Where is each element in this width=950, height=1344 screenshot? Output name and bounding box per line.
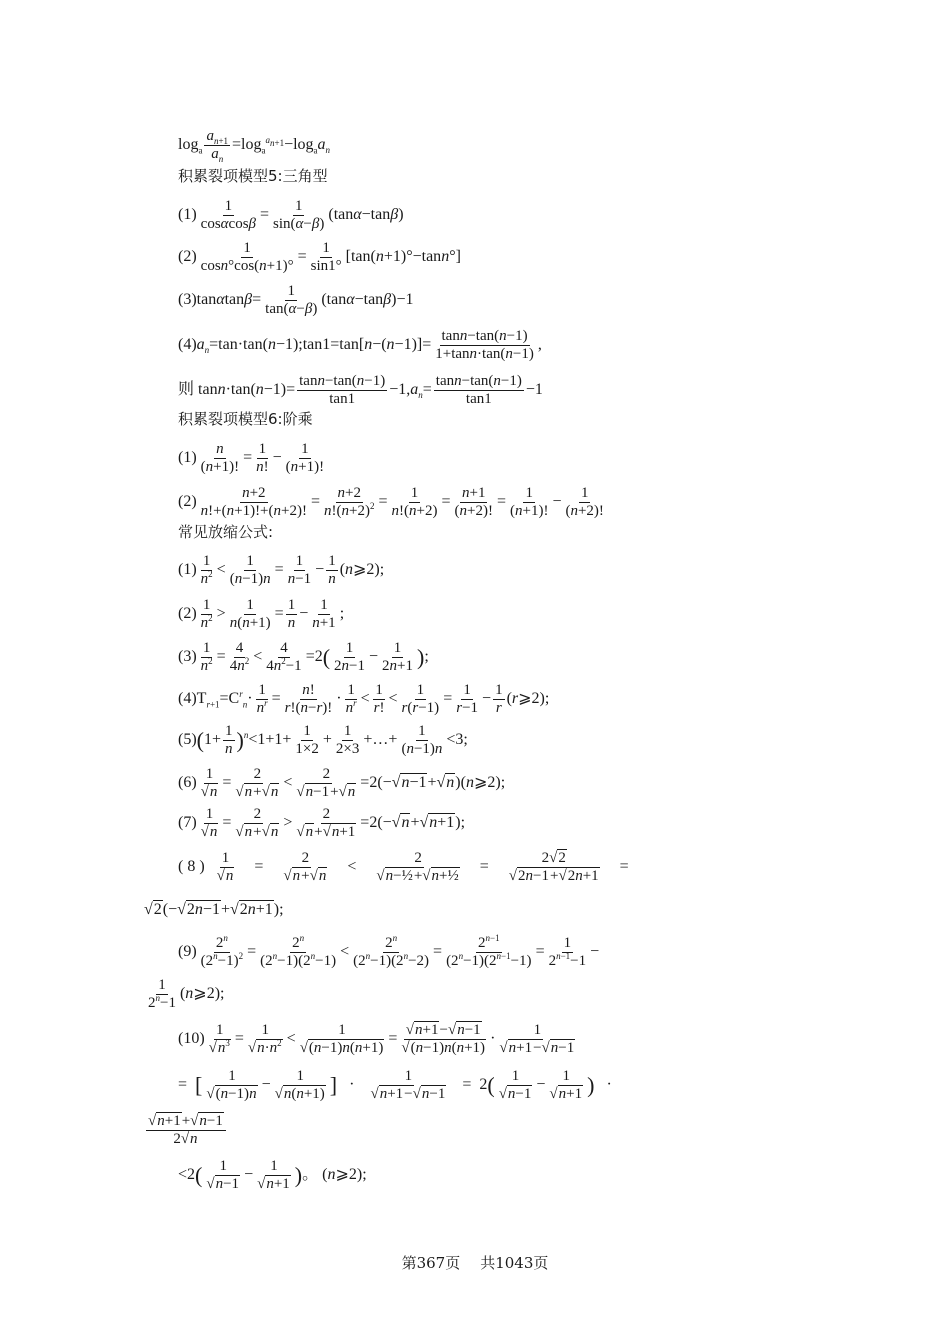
- formula-scale-2: (2) $\frac{1}{n^2}$ > $\frac{1}{n(n+1)}$ = $\frac{1}{n}$ − $\frac{1}{n+1}$ ;: [178, 597, 345, 631]
- formula-scale-9: (9) $\frac{2^n}{(2^n-1)^2}$ = $\frac{2^n}{(2^n-1)(2^n-1)}$ < $\frac{2^n}{(2^n-1)(2^n-2)}$ = $\frac{2^{n-1}}{(2^n-1)(2^{n-1}-1)}$ = $\frac{1}{2^{n-1}-1}$ −: [178, 933, 600, 969]
- formula-scale-8: ( 8 ) $\frac{1}{√n}$ = $\frac{2}{√n+√n}$ < $\frac{2}{\text{√n−½+√n+½}}$ = $\frac{2√2}{√2n-1+√2n+1}$ =: [178, 850, 629, 884]
- page-total: 共1043页: [480, 1254, 549, 1272]
- formula-fact-2: (2) $\frac{n+2}{n!+(n+1)!+(n+2)!}$ = $\frac{n+2}{n!(n+2)^2}$ = $\frac{1}{n!(n+2)}$ = $\frac{n+1}{(n+2)!}$ = $\frac{1}{(n+1)!}$ − $\frac{1}{(n+2)!}$: [178, 485, 604, 519]
- formula-scale-9-cont: $\frac{1}{2^n-1}$ (n⩾2);: [148, 977, 225, 1011]
- formula-scale-10-line2: = [ $\frac{1}{√(n-1)n}$ − $\frac{1}{√n(n+1)}$ ] · $\frac{1}{√n+1-√n-1}$ = 2( $\frac{1}{√n-1}$ − $\frac{1}{√n+1}$ ) ·: [178, 1068, 612, 1102]
- formula-scale-7: (7) $\frac{1}{√n}$ = $\frac{2}{√n+√n}$ > $\frac{2}{√n+√n+1}$ =2(−√n+√n+1);: [178, 806, 466, 840]
- formula-scale-1: (1) $\frac{1}{n^2}$ < $\frac{1}{(n-1)n}$ = $\frac{1}{n-1}$ − $\frac{1}{n}$ (n⩾2);: [178, 553, 385, 587]
- formula-log: $\log_a$ $\frac{a_{n+1}}{a_n}$ $=\log_a^{a_{n+1}}-\log_aa_n$: [178, 128, 331, 164]
- formula-trig-4: $(4)a_n=\tan\cdot\tan(n-1);\tan 1=\tan[n-(n-1)]=$ $\frac{\tan n-\tan(n-1)}{1+\tan n\cdot\tan(n-1)}$ ,: [178, 328, 542, 362]
- formula-trig-5: 则 tann·tan(n−1)= $\frac{\tan n-\tan(n-1)}{\tan 1}$ $-1,a_n=$ $\frac{\tan n-\tan(n-1)}{\tan 1}$ −1: [178, 373, 543, 407]
- formula-scale-6: (6) $\frac{1}{√n}$ = $\frac{2}{√n+√n}$ < $\frac{2}{√n-1+√n}$ =2(−√n−1+√n)(n⩾2);: [178, 766, 506, 800]
- formula-scale-10-line4: <2( $\frac{1}{√n-1}$ − $\frac{1}{√n+1}$ )。 (n⩾2);: [178, 1158, 367, 1192]
- formula-trig-2: (2) $\frac{1}{\cos n^\circ\cos(n+1)^\circ}$ = $\frac{1}{\sin 1^\circ}$ [tan(n+1)°−tann°]: [178, 240, 461, 274]
- formula-scale-10-line3: $\frac{√n+1+√n-1}{2√n}$: [144, 1113, 228, 1148]
- page-footer: [0, 1252, 950, 1273]
- formula-trig-3: (3)tanαtanβ= $\frac{1}{\tan(\alpha-\beta)}$ (tanα−tanβ)−1: [178, 283, 414, 317]
- formula-scale-5: (5)(1+ $\frac{1}{n}$ )$^n$<1+1+ $\frac{1}{1\times 2}$ + $\frac{1}{2\times 3}$ +…+ $\frac{1}{(n-1)n}$ <3;: [178, 723, 468, 757]
- heading-scaling: 常见放缩公式:: [178, 523, 274, 541]
- formula-fact-1: (1) $\frac{n}{(n+1)!}$ = $\frac{1}{n!}$ − $\frac{1}{(n+1)!}$: [178, 441, 325, 475]
- formula-trig-1: (1) $\frac{1}{\cos\alpha\cos\beta}$ = $\frac{1}{\sin(\alpha-\beta)}$ (tanα−tanβ): [178, 198, 404, 232]
- formula-scale-4: $(4)T_{r+1}=C^r_n\cdot$ $\frac{1}{n^r}$ = $\frac{n!}{r!(n-r)!}$ · $\frac{1}{n^r}$ < $\frac{1}{r!}$ < $\frac{1}{r(r-1)}$ = $\frac{1}{r-1}$ − $\frac{1}{r}$ (r⩾2);: [178, 682, 550, 716]
- formula-scale-8-cont: √2(−√2n−1+√2n+1);: [144, 901, 284, 918]
- text-ze: 则: [178, 381, 195, 399]
- heading-factorial-model: 积累裂项模型6:阶乘: [178, 410, 313, 428]
- page-number: 第367页: [401, 1254, 461, 1272]
- formula-scale-3: (3) $\frac{1}{n^2}$ = $\frac{4}{4n^2}$ < $\frac{4}{4n^2-1}$ =2( $\frac{1}{2n-1}$ − $\frac{1}{2n+1}$ );: [178, 640, 429, 674]
- heading-trig-model: 积累裂项模型5:三角型: [178, 167, 328, 185]
- formula-scale-10: (10) $\frac{1}{√n^3}$ = $\frac{1}{√n\cdot n^2}$ < $\frac{1}{√(n-1)n(n+1)}$ = $\frac{√n+1-√n-1}{√(n-1)n(n+1)}$ · $\frac{1}{√n+1-√n-1}$: [178, 1022, 575, 1056]
